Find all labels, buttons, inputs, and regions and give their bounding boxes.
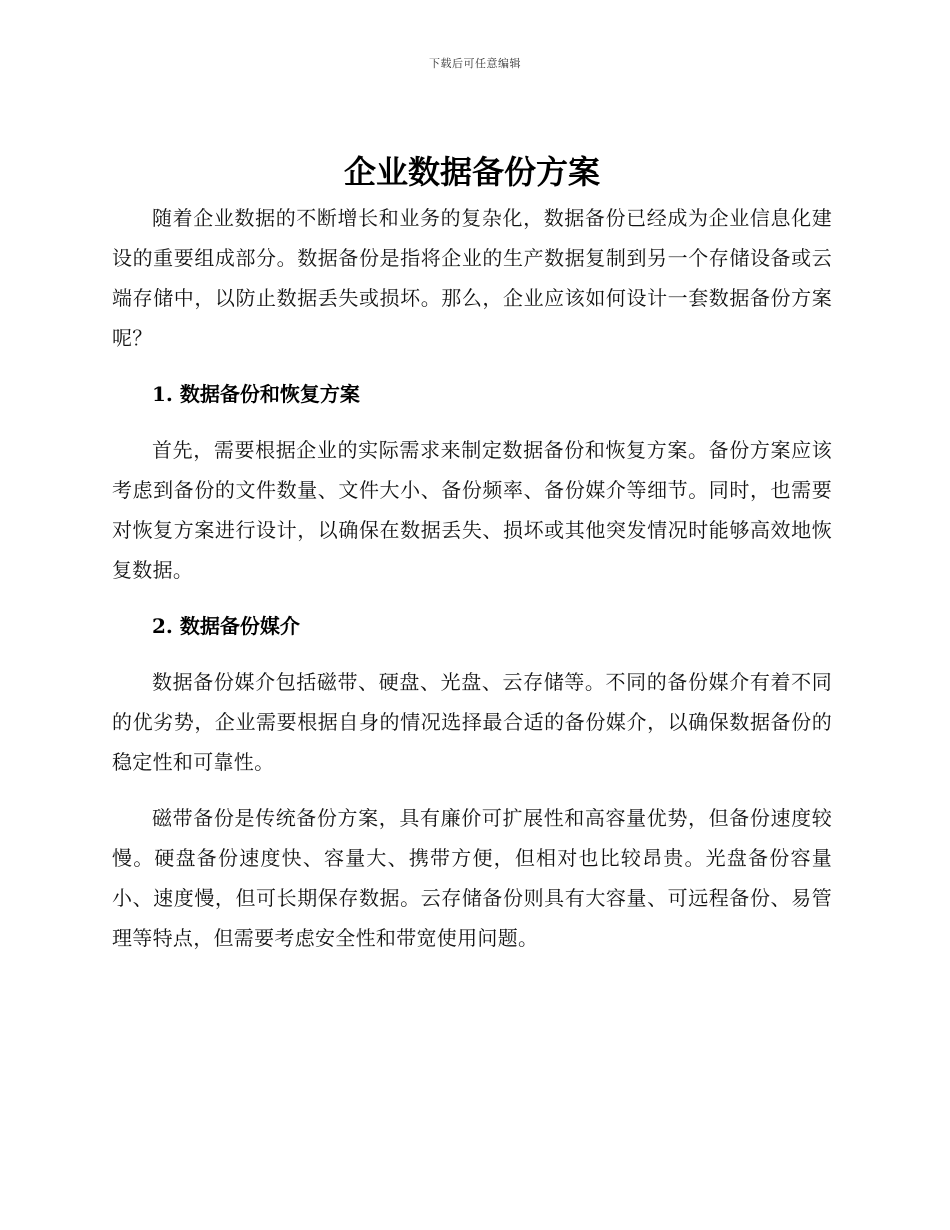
section-heading: 2. 数据备份媒介 [152,614,300,638]
header-note: 下载后可任意编辑 [429,57,521,70]
section-2 [112,606,832,958]
document-title: 企业数据备份方案 [343,153,600,191]
intro-paragraph: 随着企业数据的不断增长和业务的复杂化，数据备份已经成为企业信息化建设的重要组成部分。数据备份是指将企业的生产数据复制到另一个存储设备或云端存储中，以防止数据丢失或损坏。那么，企业应该如何设计一套数据备份方案呢？ [112,206,832,350]
section-1 [112,374,832,590]
section-paragraph: 首先，需要根据企业的实际需求来制定数据备份和恢复方案。备份方案应该考虑到备份的文件数量、文件大小、备份频率、备份媒介等细节。同时，也需要对恢复方案进行设计，以确保在数据丢失、损坏或其他突发情况时能够高效地恢复数据。 [112,438,832,582]
section-paragraph: 磁带备份是传统备份方案，具有廉价可扩展性和高容量优势，但备份速度较慢。硬盘备份速度快、容量大、携带方便，但相对也比较昂贵。光盘备份容量小、速度慢，但可长期保存数据。云存储备份则具有大容量、可远程备份、易管理等特点，但需要考虑安全性和带宽使用问题。 [112,806,832,950]
document-body [112,150,832,958]
section-heading: 1. 数据备份和恢复方案 [152,382,360,406]
section-paragraph: 数据备份媒介包括磁带、硬盘、光盘、云存储等。不同的备份媒介有着不同的优劣势，企业需要根据自身的情况选择最合适的备份媒介，以确保数据备份的稳定性和可靠性。 [112,670,832,774]
